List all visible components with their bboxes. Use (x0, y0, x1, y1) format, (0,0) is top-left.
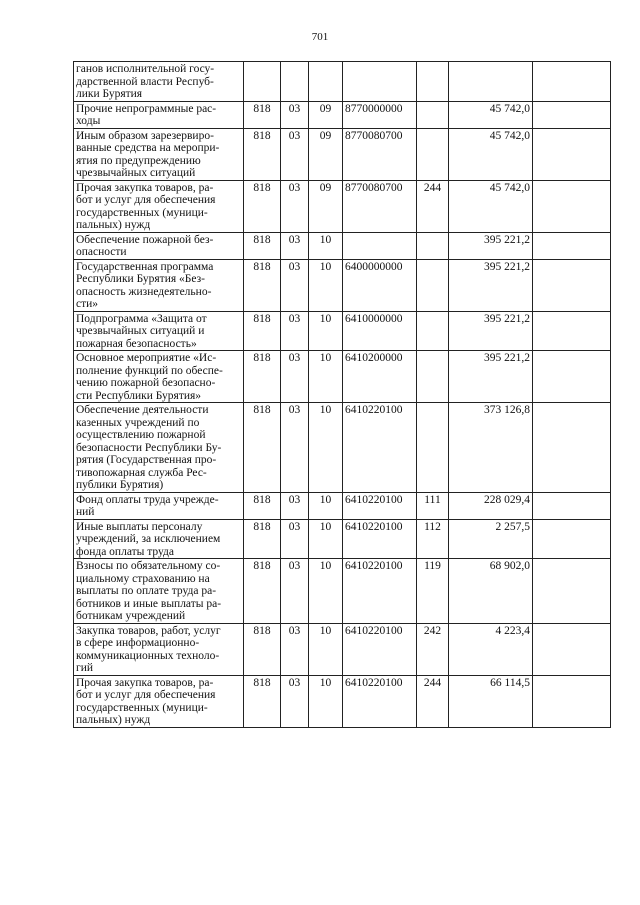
cell-amount: 395 221,2 (449, 311, 533, 351)
table-row (74, 559, 611, 624)
cell-subsection: 10 (309, 351, 343, 403)
cell-name-line: Закупка товаров, работ, услуг (76, 624, 221, 637)
table-row (74, 351, 611, 403)
cell-expense-type: 111 (417, 492, 449, 519)
cell-amount: 2 257,5 (449, 519, 533, 559)
cell-ved: 818 (244, 623, 281, 675)
cell-subsection (309, 62, 343, 102)
cell-name-line: чению пожарной безопасно- (76, 377, 216, 389)
cell-ved (244, 62, 281, 102)
cell-empty (533, 311, 611, 351)
cell-name (74, 519, 244, 559)
cell-name (74, 623, 244, 675)
cell-name-line: государственных (муници- (76, 701, 208, 714)
cell-expense-type: 244 (417, 180, 449, 232)
cell-ved: 818 (244, 519, 281, 559)
cell-empty (533, 180, 611, 232)
cell-name-line: в сфере информационно- (76, 637, 200, 649)
cell-empty (533, 259, 611, 311)
cell-amount: 395 221,2 (449, 232, 533, 259)
cell-ved: 818 (244, 180, 281, 232)
cell-empty (533, 403, 611, 493)
cell-amount: 68 902,0 (449, 559, 533, 624)
cell-amount: 373 126,8 (449, 403, 533, 493)
cell-subsection: 10 (309, 559, 343, 624)
cell-section: 03 (281, 101, 309, 128)
table-row (74, 311, 611, 351)
cell-name-line: Обеспечение деятельности (76, 404, 209, 416)
cell-ved: 818 (244, 492, 281, 519)
cell-name (74, 351, 244, 403)
cell-name (74, 101, 244, 128)
cell-name (74, 259, 244, 311)
cell-name-line: казенных учреждений по (76, 416, 200, 429)
cell-ved: 818 (244, 259, 281, 311)
cell-section (281, 62, 309, 102)
cell-target-article: 6410200000 (343, 351, 417, 403)
cell-name-line: чрезвычайных ситуаций (76, 167, 196, 179)
cell-expense-type: 242 (417, 623, 449, 675)
cell-name-line: пальных) нужд (76, 714, 151, 726)
cell-ved: 818 (244, 128, 281, 180)
cell-name-line: выплаты по оплате труда ра- (76, 585, 217, 597)
cell-ved: 818 (244, 559, 281, 624)
cell-name-line: Прочая закупка товаров, ра- (76, 181, 214, 194)
budget-table (73, 61, 611, 728)
cell-empty (533, 675, 611, 727)
cell-expense-type (417, 232, 449, 259)
cell-target-article: 6400000000 (343, 259, 417, 311)
cell-section: 03 (281, 403, 309, 493)
table-row (74, 675, 611, 727)
cell-subsection: 10 (309, 232, 343, 259)
cell-name (74, 311, 244, 351)
cell-name-line: Основное мероприятие «Ис- (76, 352, 217, 364)
cell-empty (533, 492, 611, 519)
cell-section: 03 (281, 128, 309, 180)
cell-empty (533, 62, 611, 102)
table-row (74, 623, 611, 675)
table-row (74, 128, 611, 180)
cell-empty (533, 351, 611, 403)
cell-amount: 66 114,5 (449, 675, 533, 727)
table-row (74, 101, 611, 128)
cell-name-line: ганов исполнительной госу- (76, 63, 215, 75)
cell-target-article: 8770000000 (343, 101, 417, 128)
cell-expense-type (417, 351, 449, 403)
cell-name-line: Прочая закупка товаров, ра- (76, 676, 214, 689)
cell-name-line: гий (76, 662, 94, 674)
cell-name-line: рятия (Государственная про- (76, 454, 217, 466)
cell-empty (533, 519, 611, 559)
table-row (74, 180, 611, 232)
cell-name-line: Иным образом зарезервиро- (76, 129, 214, 142)
cell-name-line: ятия по предупреждению (76, 154, 201, 167)
cell-ved: 818 (244, 101, 281, 128)
cell-name-line: ботников и иные выплаты ра- (76, 597, 222, 610)
cell-amount: 45 742,0 (449, 180, 533, 232)
cell-name-line: Иные выплаты персоналу (76, 520, 203, 533)
cell-name-line: опасность жизнедеятельно- (76, 285, 212, 298)
cell-amount: 45 742,0 (449, 101, 533, 128)
cell-name-line: пальных) нужд (76, 219, 151, 231)
cell-name-line: государственных (муници- (76, 206, 208, 219)
cell-name-line: Фонд оплаты труда учрежде- (76, 493, 219, 506)
cell-section: 03 (281, 519, 309, 559)
cell-name-line: Взносы по обязательному со- (76, 560, 221, 572)
cell-name-line: Республики Бурятия «Без- (76, 273, 205, 285)
cell-name-line: тивопожарная служба Рес- (76, 466, 207, 479)
cell-target-article: 6410220100 (343, 492, 417, 519)
cell-subsection: 10 (309, 403, 343, 493)
cell-name-line: бот и услуг для обеспечения (76, 194, 216, 206)
cell-ved: 818 (244, 311, 281, 351)
cell-expense-type (417, 128, 449, 180)
cell-expense-type: 112 (417, 519, 449, 559)
cell-name (74, 128, 244, 180)
cell-name-line: полнение функций по обеспе- (76, 364, 223, 377)
cell-expense-type: 244 (417, 675, 449, 727)
cell-target-article: 8770080700 (343, 180, 417, 232)
table-row (74, 492, 611, 519)
cell-target-article: 6410220100 (343, 403, 417, 493)
cell-amount: 228 029,4 (449, 492, 533, 519)
cell-name (74, 403, 244, 493)
cell-subsection: 10 (309, 623, 343, 675)
cell-expense-type (417, 311, 449, 351)
cell-subsection: 10 (309, 311, 343, 351)
cell-name-line: дарственной власти Респуб- (76, 75, 214, 88)
cell-name-line: Прочие непрограммные рас- (76, 102, 217, 115)
cell-amount: 395 221,2 (449, 351, 533, 403)
cell-ved: 818 (244, 351, 281, 403)
cell-name (74, 62, 244, 102)
cell-name-line: осуществлению пожарной (76, 429, 206, 441)
cell-subsection: 10 (309, 519, 343, 559)
cell-section: 03 (281, 232, 309, 259)
cell-name-line: циальному страхованию на (76, 572, 210, 585)
table-body (74, 62, 611, 728)
cell-section: 03 (281, 675, 309, 727)
cell-name (74, 675, 244, 727)
cell-section: 03 (281, 259, 309, 311)
table-row (74, 519, 611, 559)
cell-name-line: ванные средства на меропри- (76, 142, 220, 154)
cell-target-article: 6410220100 (343, 675, 417, 727)
cell-target-article (343, 62, 417, 102)
table-row (74, 403, 611, 493)
cell-section: 03 (281, 180, 309, 232)
cell-section: 03 (281, 351, 309, 403)
cell-name-line: сти» (76, 298, 99, 310)
cell-expense-type (417, 101, 449, 128)
page-number: 701 (311, 31, 329, 43)
cell-empty (533, 559, 611, 624)
cell-name (74, 232, 244, 259)
cell-name-line: Подпрограмма «Защита от (76, 312, 207, 325)
cell-target-article: 8770080700 (343, 128, 417, 180)
cell-ved: 818 (244, 403, 281, 493)
cell-ved: 818 (244, 232, 281, 259)
cell-name-line: коммуникационных техноло- (76, 649, 220, 662)
table-row (74, 259, 611, 311)
cell-name-line: фонда оплаты труда (76, 545, 175, 558)
cell-expense-type (417, 62, 449, 102)
cell-section: 03 (281, 559, 309, 624)
cell-name-line: сти Республики Бурятия» (76, 389, 202, 402)
cell-expense-type (417, 259, 449, 311)
cell-name-line: пожарная безопасность» (76, 337, 197, 350)
cell-amount: 395 221,2 (449, 259, 533, 311)
cell-target-article: 6410220100 (343, 519, 417, 559)
cell-target-article: 6410220100 (343, 623, 417, 675)
cell-name (74, 180, 244, 232)
cell-name-line: Обеспечение пожарной без- (76, 233, 214, 246)
cell-expense-type: 119 (417, 559, 449, 624)
cell-name-line: бот и услуг для обеспечения (76, 689, 216, 701)
cell-empty (533, 101, 611, 128)
cell-name-line: лики Бурятия (76, 88, 143, 100)
cell-section: 03 (281, 623, 309, 675)
cell-expense-type (417, 403, 449, 493)
cell-amount (449, 62, 533, 102)
cell-name-line: учреждений, за исключением (76, 533, 221, 545)
cell-target-article (343, 232, 417, 259)
cell-name (74, 559, 244, 624)
cell-target-article: 6410220100 (343, 559, 417, 624)
cell-subsection: 10 (309, 492, 343, 519)
cell-section: 03 (281, 311, 309, 351)
cell-amount: 45 742,0 (449, 128, 533, 180)
table-row (74, 62, 611, 102)
cell-name-line: Государственная программа (76, 260, 214, 273)
cell-amount: 4 223,4 (449, 623, 533, 675)
cell-name-line: чрезвычайных ситуаций и (76, 325, 205, 337)
cell-name (74, 492, 244, 519)
cell-subsection: 10 (309, 259, 343, 311)
cell-name-line: ходы (76, 115, 101, 127)
cell-name-line: публики Бурятия) (76, 479, 164, 491)
cell-name-line: безопасности Республики Бу- (76, 441, 222, 454)
cell-section: 03 (281, 492, 309, 519)
cell-empty (533, 623, 611, 675)
cell-name-line: ботникам учреждений (76, 610, 186, 622)
cell-subsection: 10 (309, 675, 343, 727)
cell-empty (533, 232, 611, 259)
cell-name-line: опасности (76, 246, 127, 258)
cell-ved: 818 (244, 675, 281, 727)
cell-subsection: 09 (309, 128, 343, 180)
table-row (74, 232, 611, 259)
cell-empty (533, 128, 611, 180)
cell-subsection: 09 (309, 101, 343, 128)
cell-subsection: 09 (309, 180, 343, 232)
cell-target-article: 6410000000 (343, 311, 417, 351)
cell-name-line: ний (76, 506, 95, 518)
